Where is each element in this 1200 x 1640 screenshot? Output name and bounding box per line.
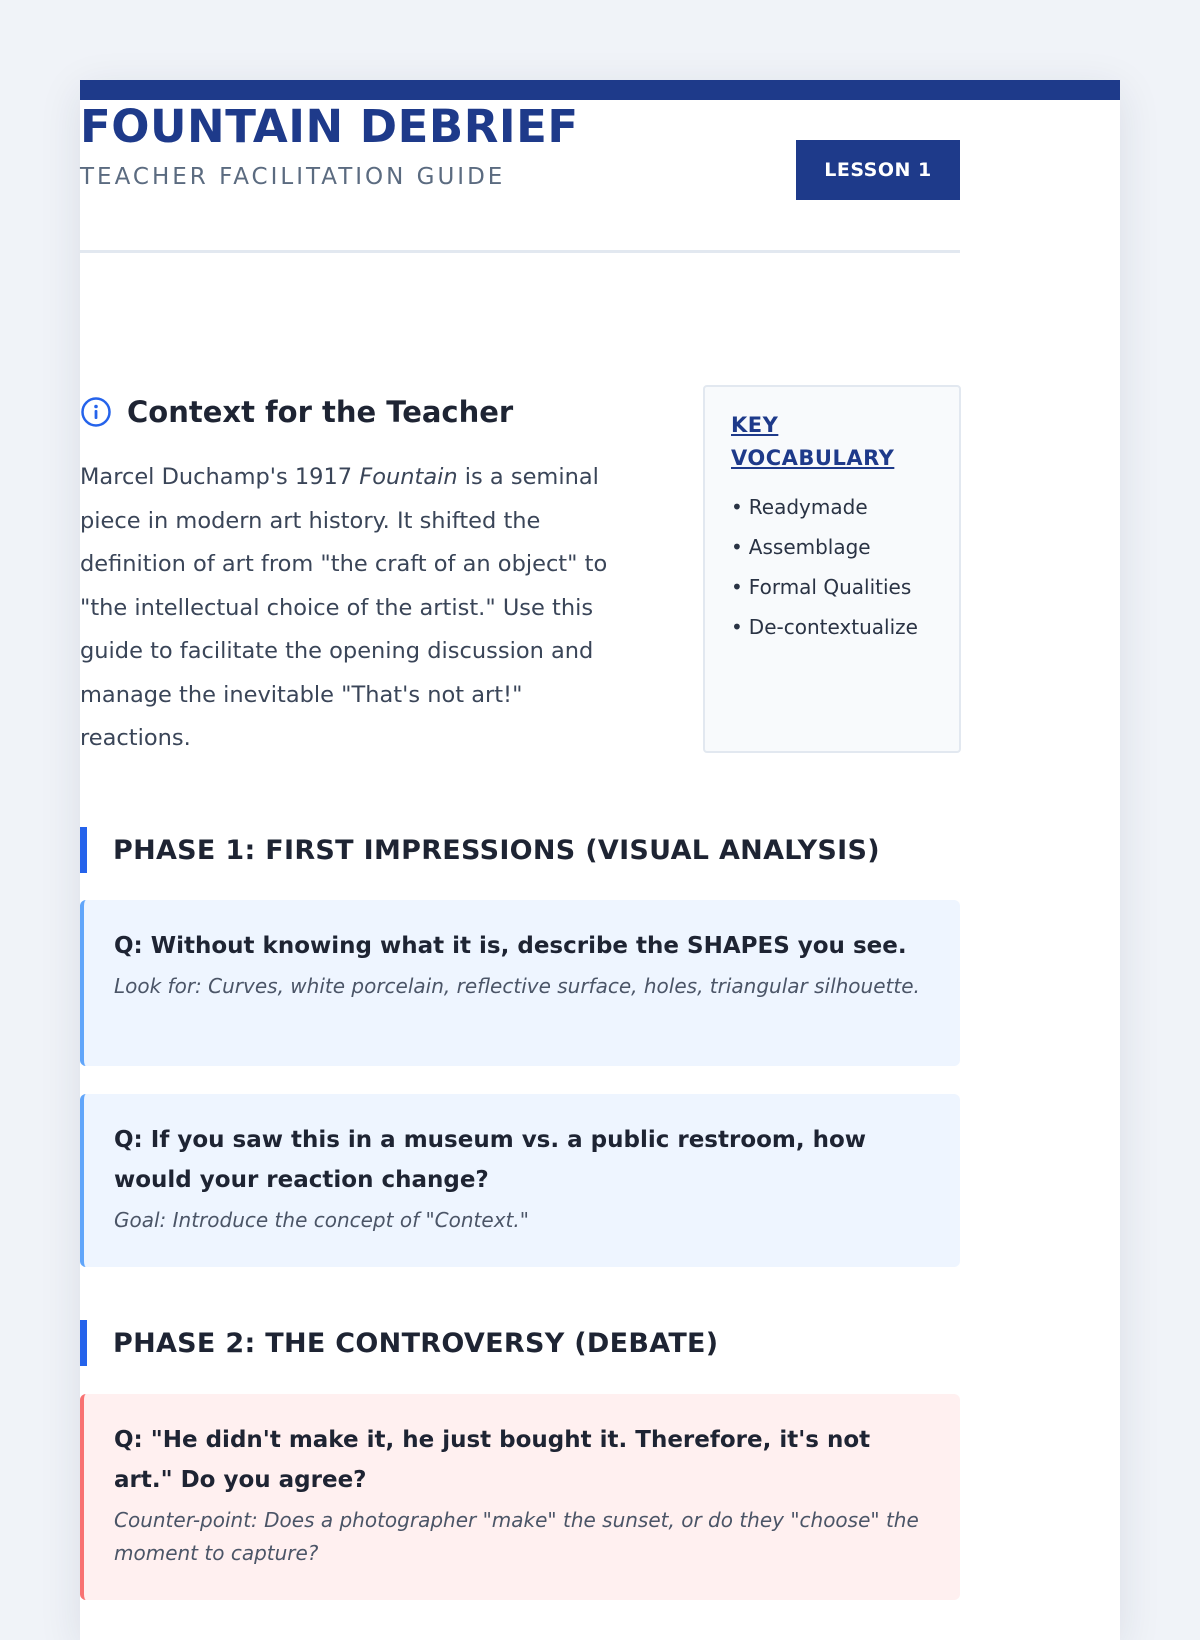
- question-note: Counter-point: Does a photographer "make" the sunset, or do they "choose" the moment to capture?: [114, 1508, 919, 1565]
- question-text: Q: If you saw this in a museum vs. a public restroom, how would your reaction change?: [114, 1127, 867, 1193]
- artwork-title: Fountain: [359, 464, 458, 490]
- info-icon: [80, 396, 112, 428]
- lesson-badge: LESSON 1: [796, 140, 960, 200]
- header: [80, 100, 960, 253]
- question-card: [80, 1094, 960, 1267]
- phase-2-heading: PHASE 2: THE CONTROVERSY (DEBATE): [80, 1320, 960, 1366]
- question-note: Goal: Introduce the concept of "Context.": [114, 1208, 529, 1232]
- vocabulary-item: • Assemblage: [731, 527, 933, 567]
- vocabulary-box: [703, 385, 961, 753]
- question-note: Look for: Curves, white porcelain, reflective surface, holes, triangular silhouette.: [114, 974, 920, 998]
- vocabulary-item: • Readymade: [731, 487, 933, 527]
- context-title: Context for the Teacher: [127, 395, 514, 429]
- question-text: Q: Without knowing what it is, describe the SHAPES you see.: [114, 933, 907, 959]
- vocabulary-item: • Formal Qualities: [731, 567, 933, 607]
- context-text-end: is a seminal piece in modern art history. It shifted the definition of art from "the craft of an object" to "the intellectual choice of the artist." Use this guide to facilitate the opening discussion and manage the inevitable "That's not art!" reactions.: [80, 464, 608, 751]
- context-header: [80, 390, 640, 434]
- page-title: FOUNTAIN DEBRIEF: [80, 100, 579, 153]
- vocabulary-item: • De-contextualize: [731, 607, 933, 647]
- question-card: [80, 900, 960, 1066]
- vocabulary-title[interactable]: KEY VOCABULARY: [731, 413, 895, 470]
- question-card: [80, 1394, 960, 1600]
- question-text: Q: "He didn't make it, he just bought it. Therefore, it's not art." Do you agree?: [114, 1427, 871, 1493]
- phase-1-heading: PHASE 1: FIRST IMPRESSIONS (VISUAL ANALYSIS): [80, 827, 960, 873]
- context-section: [80, 390, 640, 761]
- vocabulary-list: [731, 487, 933, 647]
- context-paragraph: [80, 456, 640, 761]
- context-text-start: Marcel Duchamp's 1917: [80, 464, 360, 490]
- page-subtitle: TEACHER FACILITATION GUIDE: [80, 164, 506, 190]
